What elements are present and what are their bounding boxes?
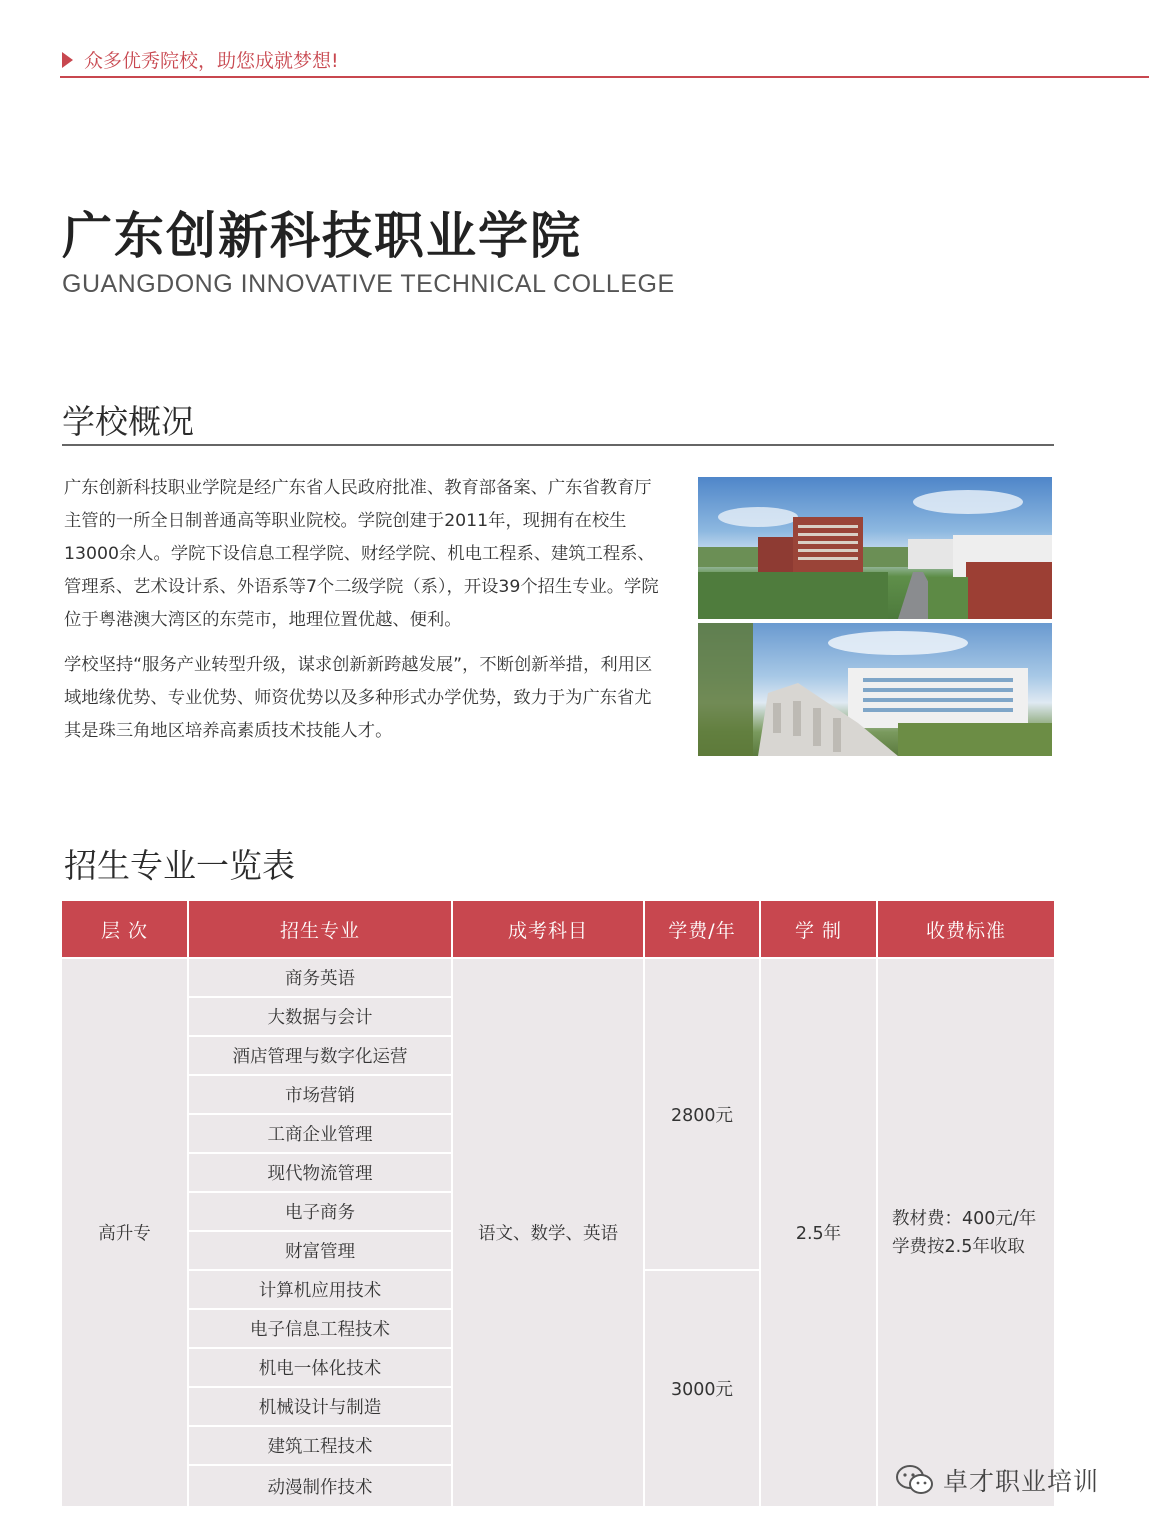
header-major: 招生专业 xyxy=(189,901,451,957)
duration-cell: 2.5年 xyxy=(761,959,876,1506)
header-tuition: 学费/年 xyxy=(645,901,759,957)
overview-heading: 学校概况 xyxy=(62,402,194,441)
tuition-cell-b: 3000元 xyxy=(645,1271,759,1506)
major-row: 市场营销 xyxy=(189,1076,451,1113)
watermark-text: 卓才职业培训 xyxy=(943,1467,1100,1496)
campus-photo-2 xyxy=(698,623,1052,756)
tuition-cell-a: 2800元 xyxy=(645,959,759,1269)
overview-paragraph-1: 广东创新科技职业学院是经广东省人民政府批准、教育部备案、广东省教育厅主管的一所全日制普通高等职业院校。学院创建于2011年，现拥有在校生13000余人。学院下设信息工程学院、财经学院、机电工程系、建筑工程系、管理系、艺术设计系、外语系等7个二级学院（系），开设39个招生专业。学院位于粤港澳大湾区的东莞市，地理位置优越、便利。 xyxy=(64,478,659,630)
majors-table-heading: 招生专业一览表 xyxy=(64,846,295,885)
major-row: 机械设计与制造 xyxy=(189,1388,451,1425)
major-row: 电子信息工程技术 xyxy=(189,1310,451,1347)
fee-line-1: 教材费：400元/年 xyxy=(892,1208,1037,1229)
fee-standard-cell xyxy=(878,959,1054,1506)
fee-line-2: 学费按2.5年收取 xyxy=(892,1236,1025,1257)
major-row: 工商企业管理 xyxy=(189,1115,451,1152)
campus-bridge-illustration xyxy=(698,623,1052,756)
major-row: 建筑工程技术 xyxy=(189,1427,451,1464)
major-row: 大数据与会计 xyxy=(189,998,451,1035)
major-row: 现代物流管理 xyxy=(189,1154,451,1191)
major-row: 计算机应用技术 xyxy=(189,1271,451,1308)
overview-section-header xyxy=(62,396,1054,446)
college-name-en: GUANGDONG INNOVATIVE TECHNICAL COLLEGE xyxy=(62,270,675,298)
major-row: 动漫制作技术 xyxy=(189,1466,451,1506)
major-row: 财富管理 xyxy=(189,1232,451,1269)
triangle-arrow-icon xyxy=(62,52,73,68)
college-name: 广东创新科技职业学院 xyxy=(62,207,582,265)
header-fee-standard: 收费标准 xyxy=(878,901,1054,957)
major-row: 商务英语 xyxy=(189,959,451,996)
header-subjects: 成考科目 xyxy=(453,901,643,957)
watermark xyxy=(895,1462,1099,1498)
major-row: 电子商务 xyxy=(189,1193,451,1230)
major-row: 酒店管理与数字化运营 xyxy=(189,1037,451,1074)
wechat-icon xyxy=(895,1463,935,1497)
header-duration: 学 制 xyxy=(761,901,876,957)
campus-buildings-illustration xyxy=(698,477,1052,619)
overview-text xyxy=(64,472,664,760)
top-banner xyxy=(60,44,1149,78)
campus-photo-1 xyxy=(698,477,1052,619)
header-level: 层 次 xyxy=(62,901,187,957)
major-row: 机电一体化技术 xyxy=(189,1349,451,1386)
exam-subjects-cell: 语文、数学、英语 xyxy=(453,959,643,1506)
majors-table xyxy=(62,901,1054,1506)
slogan: 众多优秀院校，助您成就梦想! xyxy=(84,50,339,72)
level-cell: 高升专 xyxy=(62,959,187,1506)
overview-paragraph-2: 学校坚持“服务产业转型升级，谋求创新新跨越发展”，不断创新举措，利用区域地缘优势、专业优势、师资优势以及多种形式办学优势，致力于为广东省尤其是珠三角地区培养高素质技术技能人才。 xyxy=(64,655,653,741)
